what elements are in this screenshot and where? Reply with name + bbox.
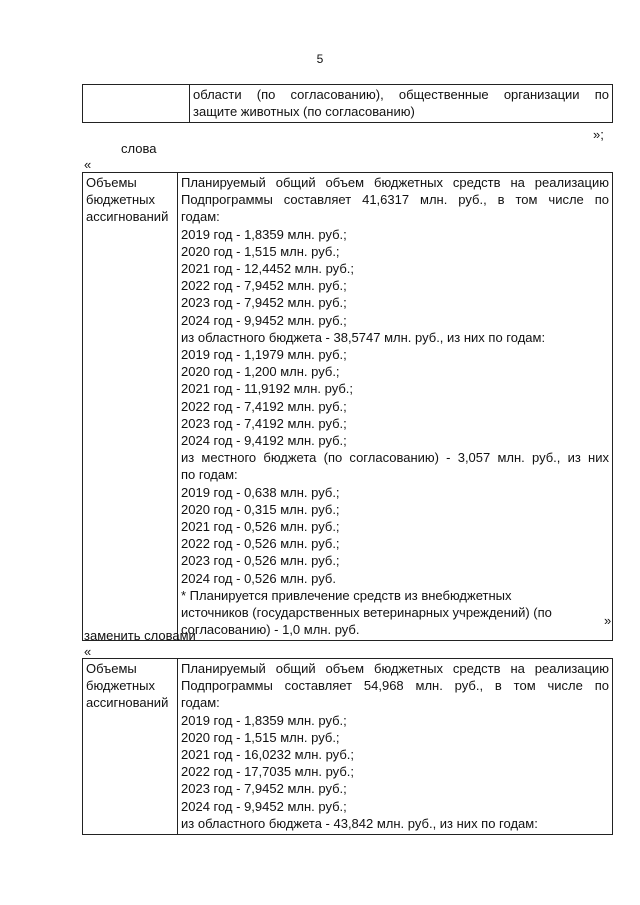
old-local-year-2022: 2022 год - 0,526 млн. руб.; <box>181 536 340 552</box>
old-local-year-2019: 2019 год - 0,638 млн. руб.; <box>181 484 340 500</box>
old-intro-line-3: годам: <box>181 209 220 225</box>
old-local-line-1: из местного бюджета (по согласованию) - 3,057 млн. руб., из них <box>181 450 609 466</box>
old-regional-year-2019: 2019 год - 1,1979 млн. руб.; <box>181 347 347 363</box>
old-left-line-3: ассигнований <box>86 209 169 225</box>
old-total-year-2021: 2021 год - 12,4452 млн. руб.; <box>181 261 354 277</box>
new-total-year-2021: 2021 год - 16,0232 млн. руб.; <box>181 747 354 763</box>
page-number: 5 <box>316 52 324 66</box>
new-total-year-2020: 2020 год - 1,515 млн. руб.; <box>181 729 340 745</box>
new-left-line-2: бюджетных <box>86 678 155 694</box>
top-table <box>82 84 613 123</box>
old-left-line-1: Объемы <box>86 175 137 190</box>
old-local-line-2: по годам: <box>181 467 238 483</box>
old-regional-year-2024: 2024 год - 9,4192 млн. руб.; <box>181 433 347 449</box>
old-left-cell <box>83 173 178 641</box>
open-quote-2: « <box>84 644 92 659</box>
new-intro-line-3: годам: <box>181 695 220 711</box>
new-left-line-1: Объемы <box>86 661 137 676</box>
old-total-year-2023: 2023 год - 7,9452 млн. руб.; <box>181 295 347 311</box>
old-regional-year-2020: 2020 год - 1,200 млн. руб.; <box>181 364 340 380</box>
budget-table-old <box>82 172 613 641</box>
old-local-year-2024: 2024 год - 0,526 млн. руб. <box>181 570 336 586</box>
old-total-year-2024: 2024 год - 9,9452 млн. руб.; <box>181 312 347 328</box>
old-total-year-2019: 2019 год - 1,8359 млн. руб.; <box>181 226 347 242</box>
word-slova: слова <box>121 141 157 156</box>
old-regional-year-2021: 2021 год - 11,9192 млн. руб.; <box>181 381 354 397</box>
old-local-year-2023: 2023 год - 0,526 млн. руб.; <box>181 553 340 569</box>
old-intro-line-1: Планируемый общий объем бюджетных средств на реализацию <box>181 175 609 190</box>
old-regional-year-2023: 2023 год - 7,4192 млн. руб.; <box>181 415 347 431</box>
new-intro-line-1: Планируемый общий объем бюджетных средств на реализацию <box>181 661 609 676</box>
new-left-cell <box>83 659 178 835</box>
budget-table-new <box>82 658 613 835</box>
open-quote-1: « <box>84 157 92 172</box>
old-total-year-2022: 2022 год - 7,9452 млн. руб.; <box>181 278 347 294</box>
new-total-year-2019: 2019 год - 1,8359 млн. руб.; <box>181 712 347 728</box>
top-table-left-cell <box>83 85 190 123</box>
new-total-year-2024: 2024 год - 9,9452 млн. руб.; <box>181 798 347 814</box>
new-right-cell <box>178 659 613 835</box>
new-intro-line-2: Подпрограммы составляет 54,968 млн. руб., в том числе по <box>181 678 609 694</box>
old-right-cell <box>178 173 613 641</box>
old-regional-year-2022: 2022 год - 7,4192 млн. руб.; <box>181 398 347 414</box>
old-note-line-2: источников (государственных ветеринарных учреждений) (по <box>181 605 552 621</box>
new-total-year-2022: 2022 год - 17,7035 млн. руб.; <box>181 764 354 780</box>
closing-quote-semicolon: »; <box>593 127 604 142</box>
old-local-year-2020: 2020 год - 0,315 млн. руб.; <box>181 501 340 517</box>
old-note-line-3: согласованию) - 1,0 млн. руб. <box>181 622 360 638</box>
old-total-year-2020: 2020 год - 1,515 млн. руб.; <box>181 243 340 259</box>
top-table-right-cell <box>190 85 613 123</box>
new-total-year-2023: 2023 год - 7,9452 млн. руб.; <box>181 781 347 797</box>
top-table-line-2: защите животных (по согласованию) <box>193 104 415 120</box>
old-left-line-2: бюджетных <box>86 192 155 208</box>
closing-quote-2: » <box>604 613 612 628</box>
old-local-year-2021: 2021 год - 0,526 млн. руб.; <box>181 519 340 535</box>
top-table-line-1: области (по согласованию), общественные организации по <box>193 87 609 102</box>
old-intro-line-2: Подпрограммы составляет 41,6317 млн. руб., в том числе по <box>181 192 609 208</box>
old-regional-line: из областного бюджета - 38,5747 млн. руб., из них по годам: <box>181 329 546 345</box>
replace-with-label: заменить словами <box>84 628 196 643</box>
new-regional-line: из областного бюджета - 43,842 млн. руб., из них по годам: <box>181 815 538 831</box>
old-note-line-1: * Планируется привлечение средств из внебюджетных <box>181 587 512 603</box>
new-left-line-3: ассигнований <box>86 695 169 711</box>
